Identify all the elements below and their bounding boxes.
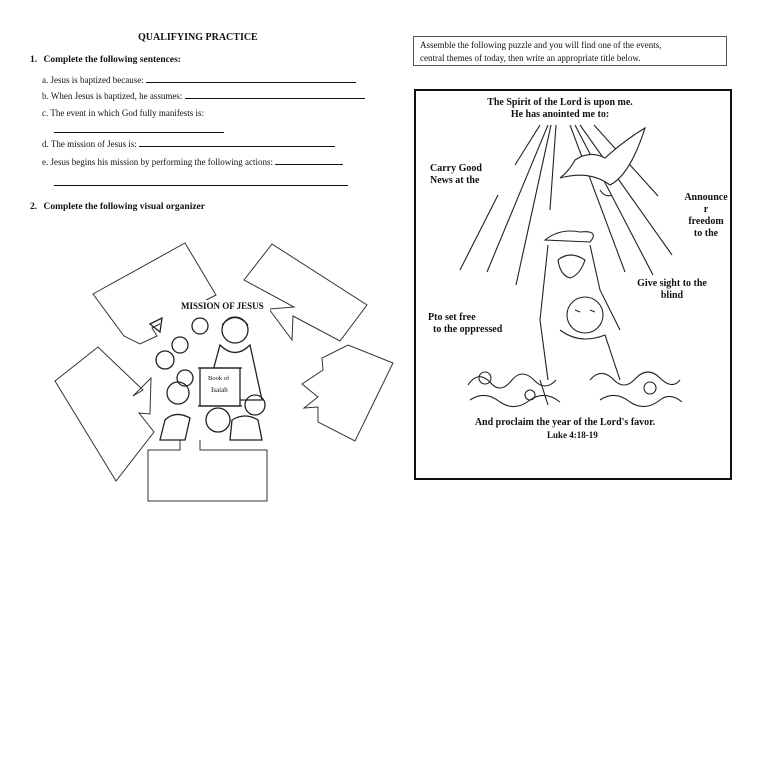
book-label-1: Book of [208,375,230,382]
item-e-text: Jesus begins his mission by performing the following actions: [50,157,273,167]
book-label-2: Isaiah [211,386,228,394]
question-1-number: 1. [30,55,38,65]
item-d-letter: d. [42,139,49,149]
question-2-text: Complete the following visual organizer [43,202,205,212]
puzzle-heading [470,97,650,121]
item-a-text: Jesus is baptized because: [50,75,144,85]
question-1-text: Complete the following sentences: [43,55,181,65]
item-a-letter: a. [42,75,49,85]
announce-line-3: freedom [688,216,724,227]
carry-good-line-1: Carry Good [430,163,482,174]
announce-line-1: Announce [684,192,728,203]
item-b-letter: b. [42,91,49,101]
announce-line-4: to the [693,228,719,239]
set-free-line-1: Pto set free [428,312,476,323]
instruction-line-1: Assemble the following puzzle and you will find one of the events, [420,40,662,50]
organizer-center-title: MISSION OF JESUS [181,301,264,311]
announce-line-2: r [703,204,709,215]
puzzle-piece-announce-freedom[interactable] [678,192,734,240]
instruction-line-2: central themes of today, then write an appropriate title below. [420,53,641,63]
worksheet-title: QUALIFYING PRACTICE [138,32,258,43]
puzzle-piece-carry-good-news[interactable] [430,163,482,187]
set-free-line-2: to the oppressed [433,324,503,335]
give-sight-line-1: Give sight to the [637,278,707,289]
question-2-number: 2. [30,202,38,212]
give-sight-line-2: blind [660,290,684,301]
puzzle-footer: And proclaim the year of the Lord's favor. [474,417,656,428]
item-c-letter: c. [42,108,49,118]
carry-good-line-2: News at the [430,175,480,186]
item-e-letter: e. [42,157,49,167]
puzzle-heading-line-1: The Spirit of the Lord is upon me. [487,97,633,108]
puzzle-reference: Luke 4:18-19 [547,430,598,440]
item-b-text: When Jesus is baptized, he assumes: [50,91,183,101]
puzzle-piece-give-sight[interactable] [630,278,714,302]
item-d-text: The mission of Jesus is: [50,139,137,149]
item-c-text: The event in which God fully manifests is: [50,108,205,118]
puzzle-heading-line-2: He has anointed me to: [510,109,610,120]
puzzle-piece-set-free[interactable] [428,312,502,336]
